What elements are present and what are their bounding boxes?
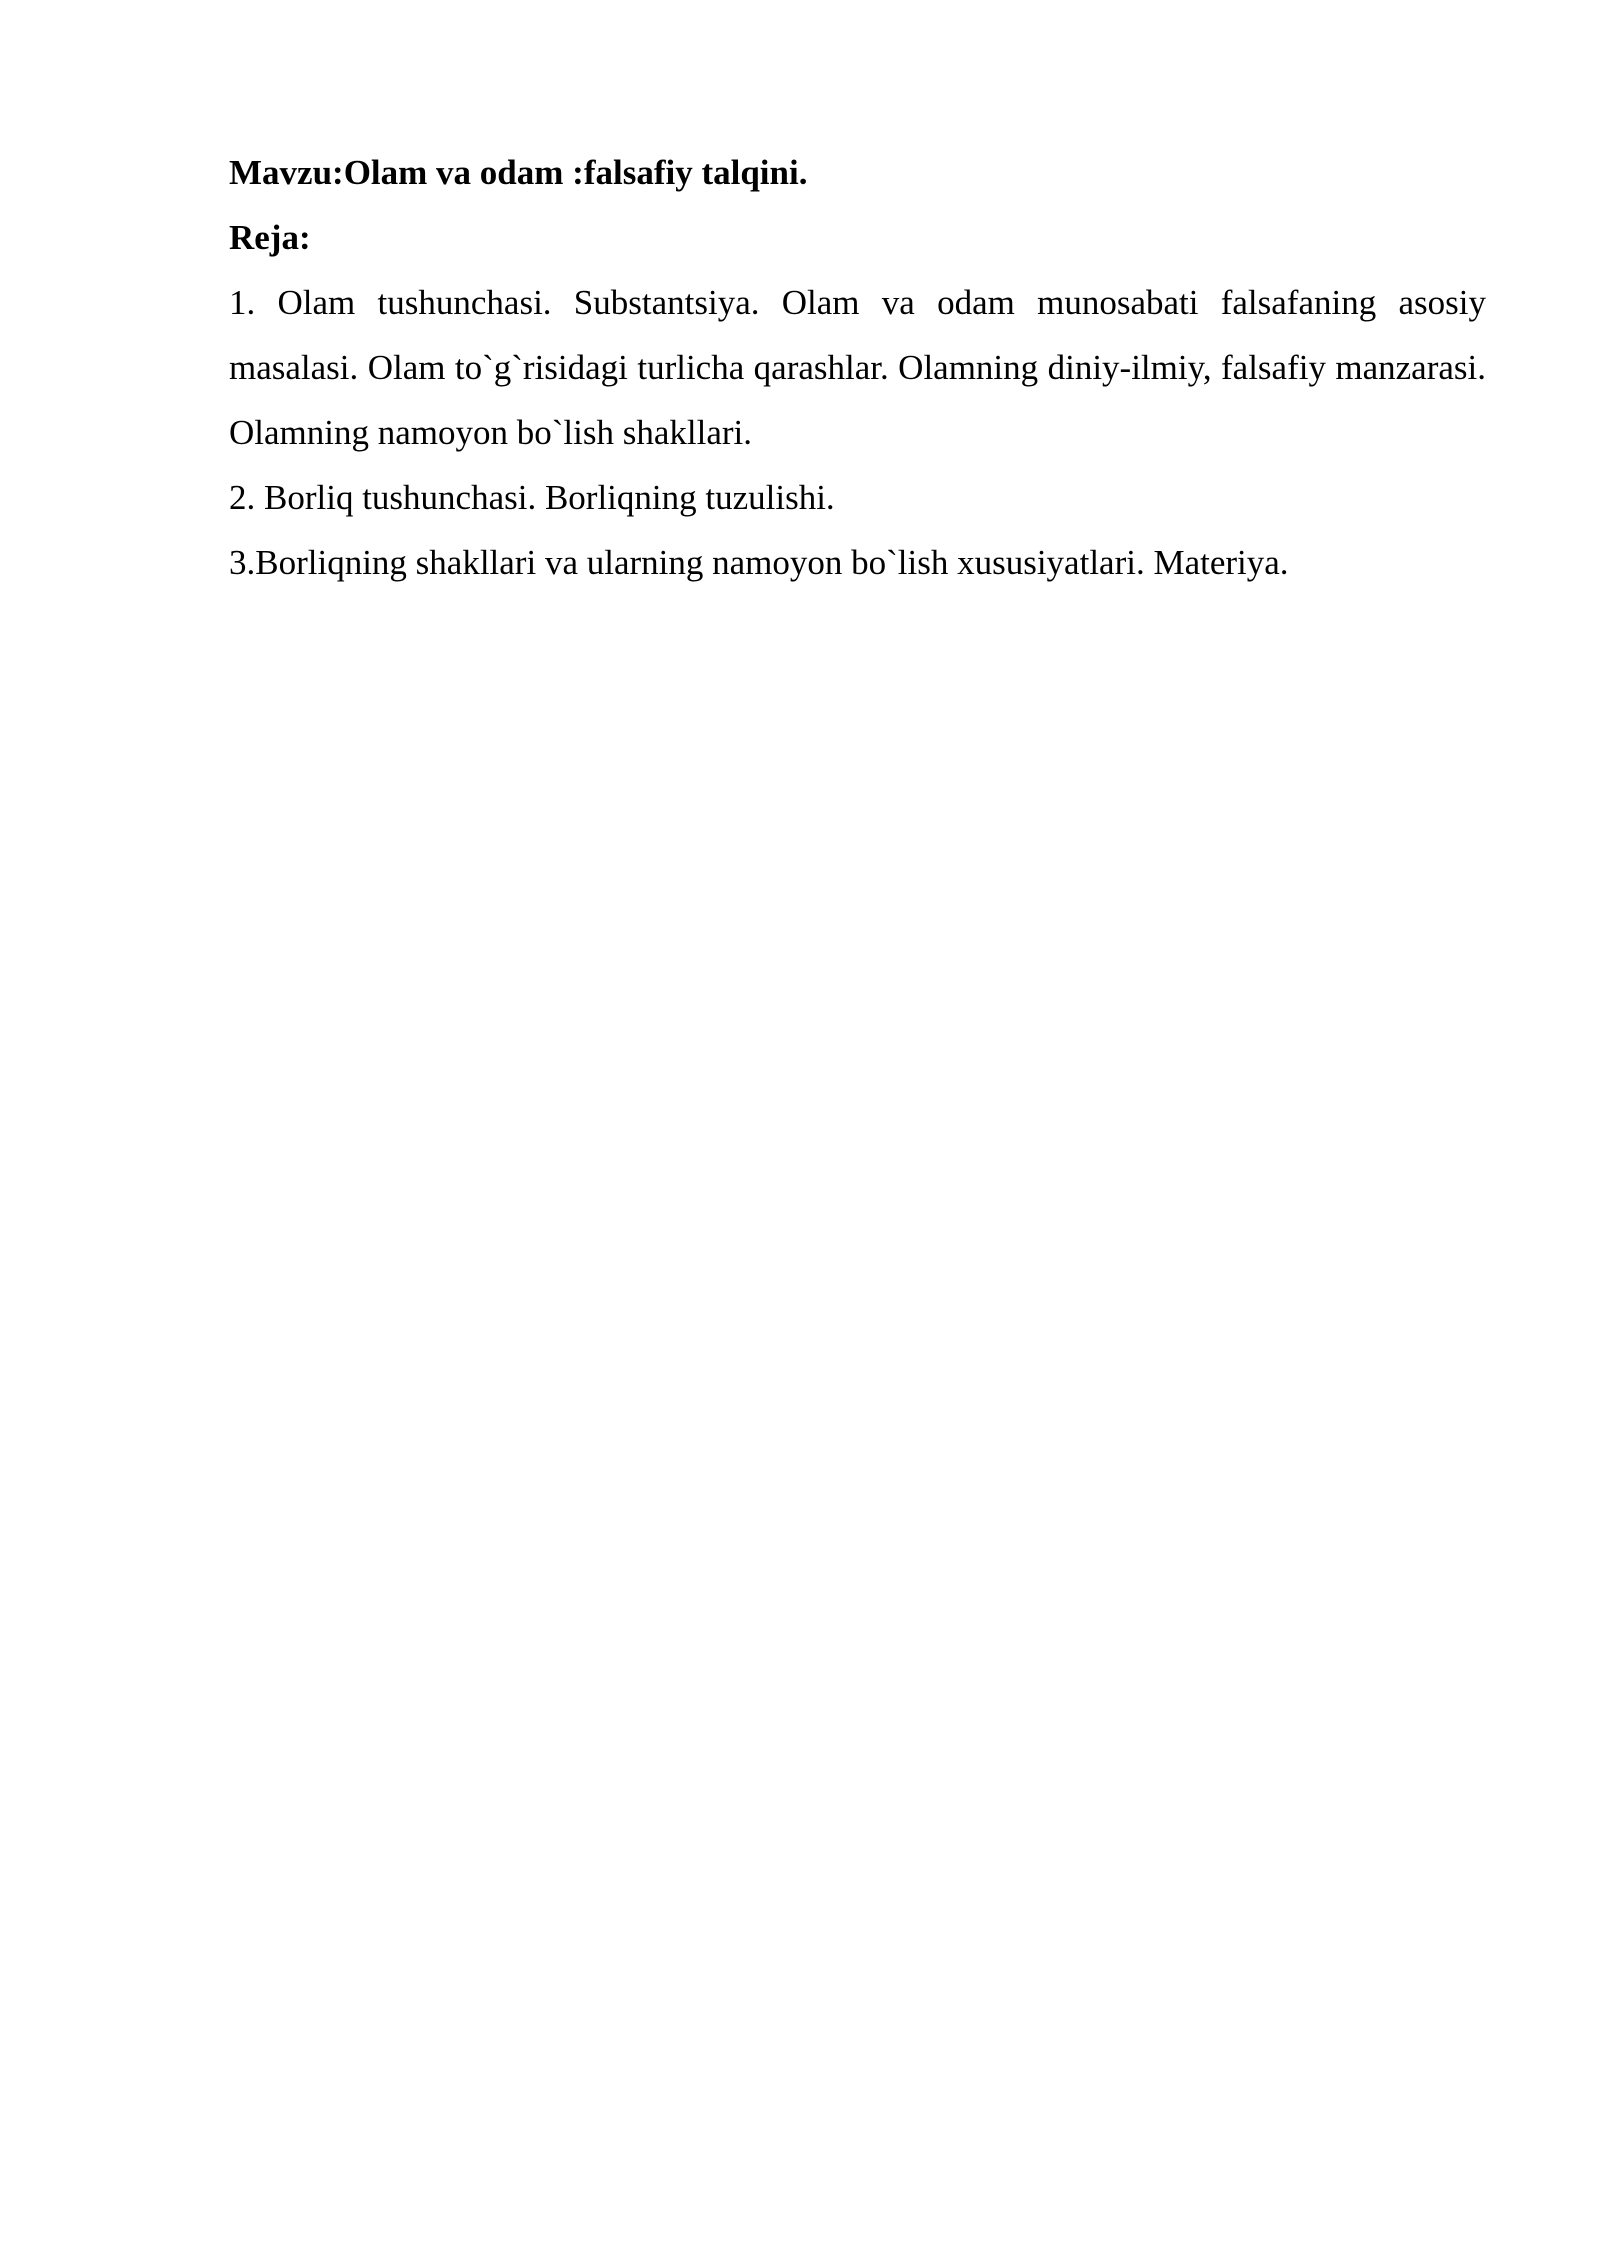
- document-body: [229, 140, 1486, 595]
- plan-heading: Reja:: [229, 218, 311, 257]
- document-title: Mavzu:Olam va odam :falsafiy talqini.: [229, 153, 808, 192]
- plan-item-3: 3.Borliqning shakllari va ularning namoyon bo`lish xususiyatlari. Materiya.: [229, 543, 1289, 582]
- plan-item-2: 2. Borliq tushunchasi. Borliqning tuzulishi.: [229, 478, 835, 517]
- plan-item-1: 1. Olam tushunchasi. Substantsiya. Olam va odam munosabati falsafaning asosiy masalasi. Olam to`g`risidagi turlicha qarashlar. Olamning diniy-ilmiy, falsafiy manzarasi. Olamning namoyon bo`lish shakllari.: [229, 283, 1486, 452]
